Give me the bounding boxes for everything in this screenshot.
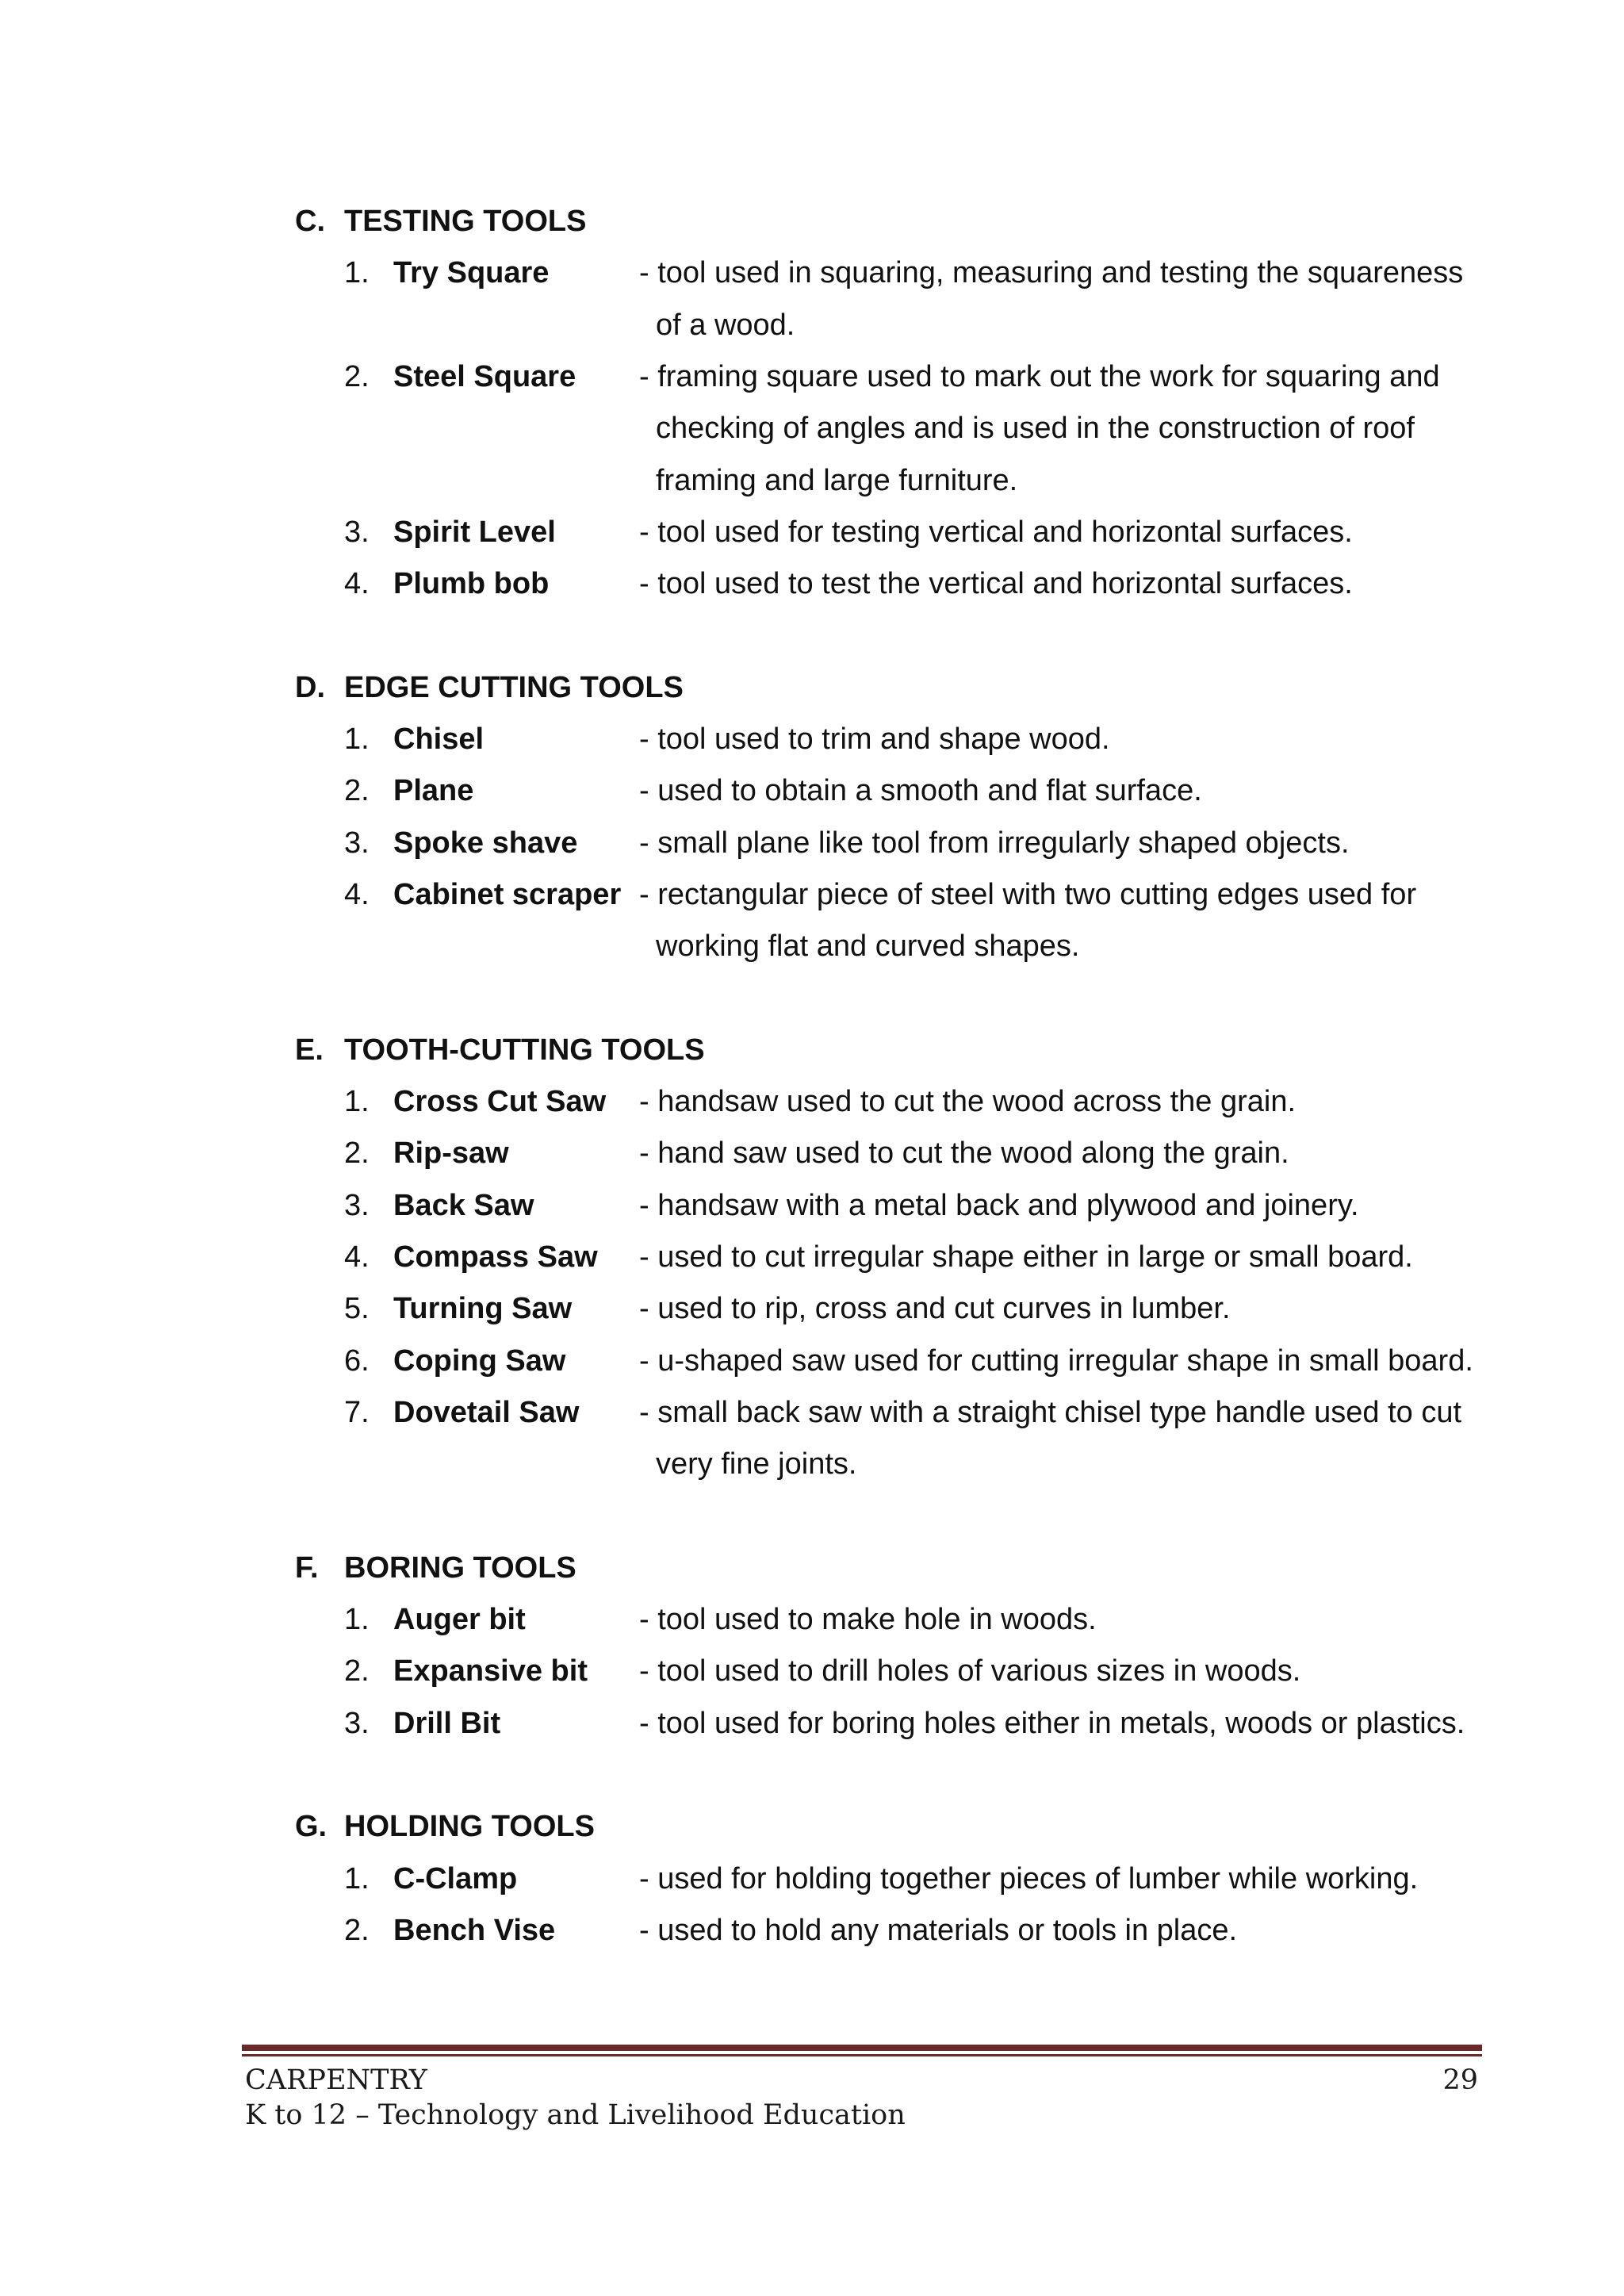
list-item-term: Rip-saw: [393, 1137, 509, 1171]
list-item-term: Plane: [393, 774, 474, 808]
list-item-number: 2.: [344, 1654, 370, 1688]
list-item-description: - framing square used to mark out the work for squaring and: [639, 359, 1440, 393]
list-item-term: Cabinet scraper: [393, 877, 622, 911]
list-item-description: - tool used to trim and shape wood.: [639, 723, 1110, 756]
list-item-description-continued: of a wood.: [656, 308, 795, 342]
list-item-number: 3.: [344, 1188, 370, 1222]
section-letter: D.: [295, 670, 325, 704]
list-item-number: 7.: [344, 1395, 370, 1429]
list-item-description-continued: checking of angles and is used in the construction of roof: [656, 412, 1415, 446]
list-item-term: Chisel: [393, 723, 485, 756]
list-item-number: 1.: [344, 723, 370, 756]
list-item-description: - hand saw used to cut the wood along the grain.: [639, 1137, 1289, 1171]
list-item-description-continued: working flat and curved shapes.: [656, 930, 1080, 964]
list-item-term: Try Square: [393, 256, 550, 290]
list-item-description: - used to obtain a smooth and flat surface.: [639, 774, 1202, 808]
page-number: 29: [1442, 2064, 1478, 2096]
list-item-description: - small plane like tool from irregularly shaped objects.: [639, 826, 1350, 860]
list-item-number: 2.: [344, 359, 370, 393]
list-item-term: Bench Vise: [393, 1913, 556, 1947]
list-item-description: - used to cut irregular shape either in large or small board.: [639, 1240, 1413, 1274]
list-item-term: Dovetail Saw: [393, 1395, 580, 1429]
list-item-term: Spirit Level: [393, 515, 556, 549]
list-item-description: - used to hold any materials or tools in place.: [639, 1913, 1238, 1947]
section-letter: F.: [295, 1550, 319, 1585]
list-item-number: 2.: [344, 1137, 370, 1171]
list-item-term: Spoke shave: [393, 826, 578, 860]
list-item-number: 1.: [344, 1603, 370, 1637]
list-item-term: Auger bit: [393, 1603, 526, 1637]
list-item-term: C-Clamp: [393, 1861, 518, 1895]
section-heading: [295, 1035, 705, 1065]
list-item-description: - tool used in squaring, measuring and testing the squareness: [639, 256, 1464, 290]
section-heading: [295, 670, 684, 704]
section-letter: C.: [295, 205, 325, 238]
list-item-term: Coping Saw: [393, 1343, 566, 1378]
list-item-description: - handsaw used to cut the wood across the grain.: [639, 1085, 1297, 1119]
list-item-term: Plumb bob: [393, 567, 550, 601]
list-item-number: 4.: [344, 877, 370, 911]
list-item-term: Steel Square: [393, 359, 576, 393]
list-item-number: 4.: [344, 1240, 370, 1274]
list-item-number: 4.: [344, 567, 370, 601]
list-item-term: Drill Bit: [393, 1706, 501, 1740]
section-letter: G.: [295, 1810, 327, 1844]
section-letter: E.: [295, 1033, 324, 1067]
section-title-text: BORING TOOLS: [344, 1550, 576, 1585]
list-item-term: Expansive bit: [393, 1654, 588, 1688]
list-item-number: 2.: [344, 774, 370, 808]
list-item-number: 3.: [344, 826, 370, 860]
list-item-description: - tool used for testing vertical and horizontal surfaces.: [639, 515, 1353, 549]
section-heading: [295, 206, 586, 236]
list-item-description: - handsaw with a metal back and plywood and joinery.: [639, 1188, 1359, 1222]
list-item-number: 1.: [344, 1085, 370, 1119]
list-item-description: - tool used to test the vertical and horizontal surfaces.: [639, 567, 1353, 601]
section-title-text: TOOTH-CUTTING TOOLS: [344, 1033, 705, 1067]
section-heading: [295, 1811, 595, 1842]
list-item-description: - tool used for boring holes either in metals, woods or plastics.: [639, 1706, 1465, 1740]
footer-rule-thin: [242, 2054, 1482, 2056]
section-title-text: EDGE CUTTING TOOLS: [344, 670, 684, 704]
list-item-number: 5.: [344, 1292, 370, 1326]
list-item-description: - used for holding together pieces of lumber while working.: [639, 1861, 1419, 1895]
footer-rule: [242, 2045, 1482, 2051]
list-item-number: 2.: [344, 1913, 370, 1947]
list-item-number: 1.: [344, 256, 370, 290]
list-item-number: 3.: [344, 515, 370, 549]
section-title-text: TESTING TOOLS: [344, 205, 587, 238]
list-item-term: Compass Saw: [393, 1240, 598, 1274]
list-item-description-continued: very fine joints.: [656, 1447, 857, 1481]
list-item-description: - rectangular piece of steel with two cutting edges used for: [639, 877, 1417, 911]
list-item-term: Cross Cut Saw: [393, 1085, 607, 1119]
list-item-description-continued: framing and large furniture.: [656, 463, 1018, 497]
list-item-description: - u-shaped saw used for cutting irregular shape in small board.: [639, 1343, 1473, 1378]
footer-subject: CARPENTRY: [245, 2064, 427, 2096]
section-heading: [295, 1550, 576, 1585]
list-item-number: 6.: [344, 1343, 370, 1378]
footer-course: K to 12 – Technology and Livelihood Education: [245, 2099, 906, 2131]
section-title-text: HOLDING TOOLS: [344, 1810, 595, 1844]
list-item-description: - tool used to drill holes of various sizes in woods.: [639, 1654, 1301, 1688]
list-item-description: - tool used to make hole in woods.: [639, 1603, 1097, 1637]
list-item-description: - small back saw with a straight chisel type handle used to cut: [639, 1395, 1462, 1429]
list-item-description: - used to rip, cross and cut curves in lumber.: [639, 1292, 1231, 1326]
list-item-term: Turning Saw: [393, 1292, 573, 1326]
list-item-number: 3.: [344, 1706, 370, 1740]
list-item-term: Back Saw: [393, 1188, 534, 1222]
list-item-number: 1.: [344, 1861, 370, 1895]
